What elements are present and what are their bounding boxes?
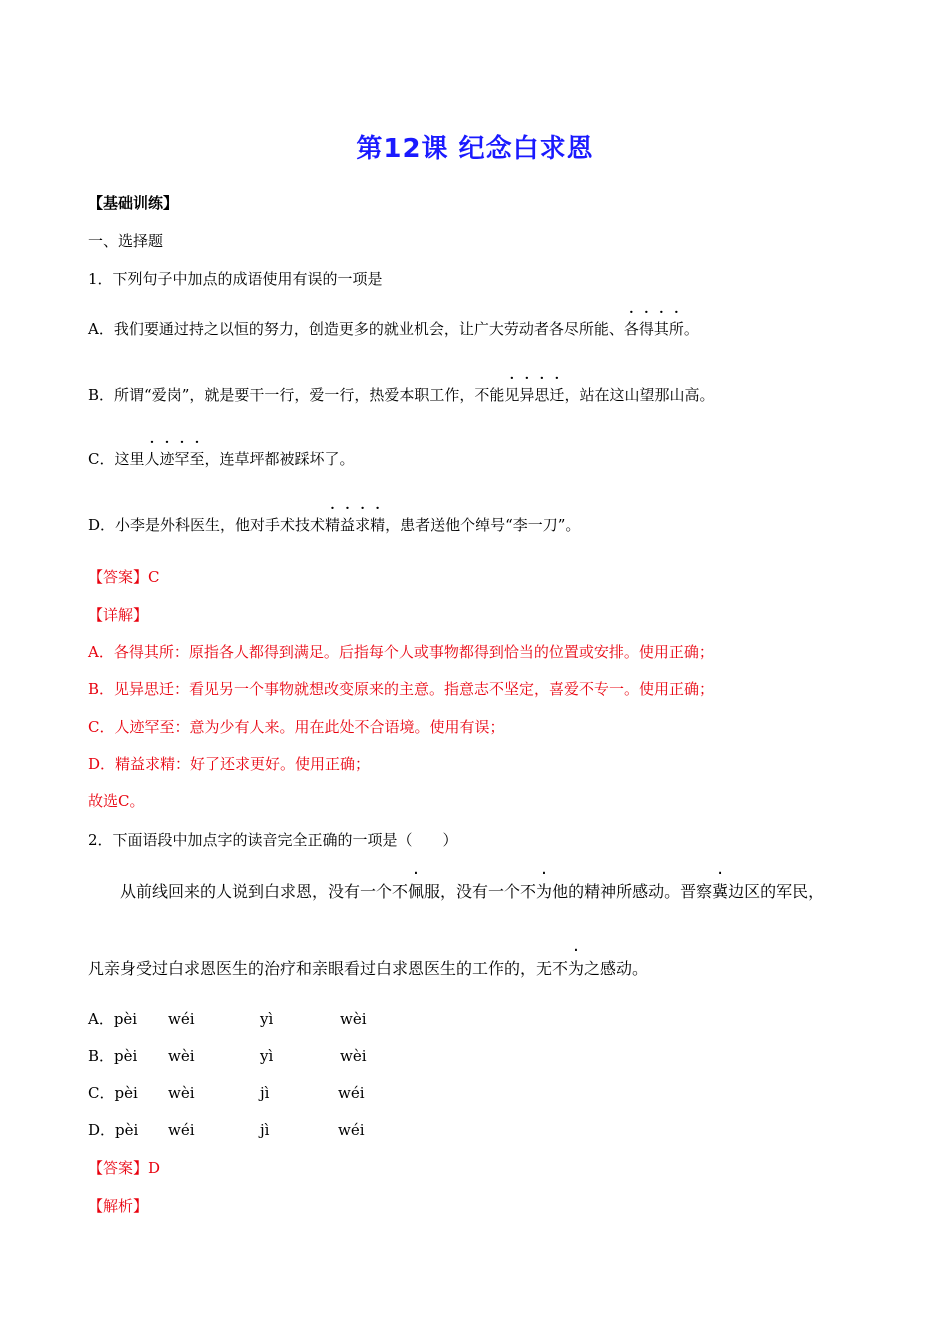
q1-explain-d: D．精益求精：好了还求更好。使用正确；	[88, 755, 371, 773]
q1-detail-label: 【详解】	[88, 606, 149, 624]
q1-answer: 【答案】C	[88, 568, 160, 586]
q1-option-a: A．我们要通过持之以恒的努力，创造更多的就业机会，让广大劳动者各尽所能、各得其所。	[88, 320, 699, 338]
q2-answer: 【答案】D	[88, 1159, 161, 1177]
q2-analysis-label: 【解析】	[88, 1197, 149, 1215]
q2-passage-line2: 凡亲身受过白求恩医生的治疗和亲眼看过白求恩医生的工作的，无不为之感动。	[88, 959, 649, 978]
q1-explain-b: B．见异思迁：看见另一个事物就想改变原来的主意。指意志不坚定，喜爱不专一。使用正确；	[88, 680, 715, 698]
page-title: 第12课 纪念白求恩	[356, 134, 594, 164]
q1-explain-a: A．各得其所：原指各人都得到满足。后指每个人或事物都得到恰当的位置或安排。使用正确；	[88, 643, 714, 661]
q1-stem: 1．下列句子中加点的成语使用有误的一项是	[88, 270, 383, 288]
q2-option-d: D．pèi wéi jì wéi	[88, 1121, 365, 1139]
q1-explain-c: C．人迹罕至：意为少有人来。用在此处不合语境。使用有误；	[88, 718, 505, 736]
q2-passage-line1: 从前线回来的人说到白求恩，没有一个不佩服，没有一个不为他的精神所感动。晋察冀边区的军民，	[120, 882, 825, 901]
q2-stem: 2．下面语段中加点字的读音完全正确的一项是（ ）	[88, 831, 458, 849]
q1-conclusion: 故选C。	[88, 792, 145, 810]
q2-option-c: C．pèi wèi jì wéi	[88, 1084, 365, 1102]
section-heading: 【基础训练】	[88, 194, 179, 212]
q1-option-c: C．这里人迹罕至，连草坪都被踩坏了。	[88, 450, 355, 468]
q2-option-b: B．pèi wèi yì wèi	[88, 1047, 367, 1065]
q1-option-b: B．所谓“爱岗”，就是要干一行，爱一行，热爱本职工作，不能见异思迁，站在这山望那山高。	[88, 386, 715, 404]
q1-option-d: D．小李是外科医生，他对手术技术精益求精，患者送他个绰号“李一刀”。	[88, 516, 581, 534]
q2-option-a: A．pèi wéi yì wèi	[88, 1010, 367, 1028]
part-heading: 一、选择题	[88, 232, 164, 250]
